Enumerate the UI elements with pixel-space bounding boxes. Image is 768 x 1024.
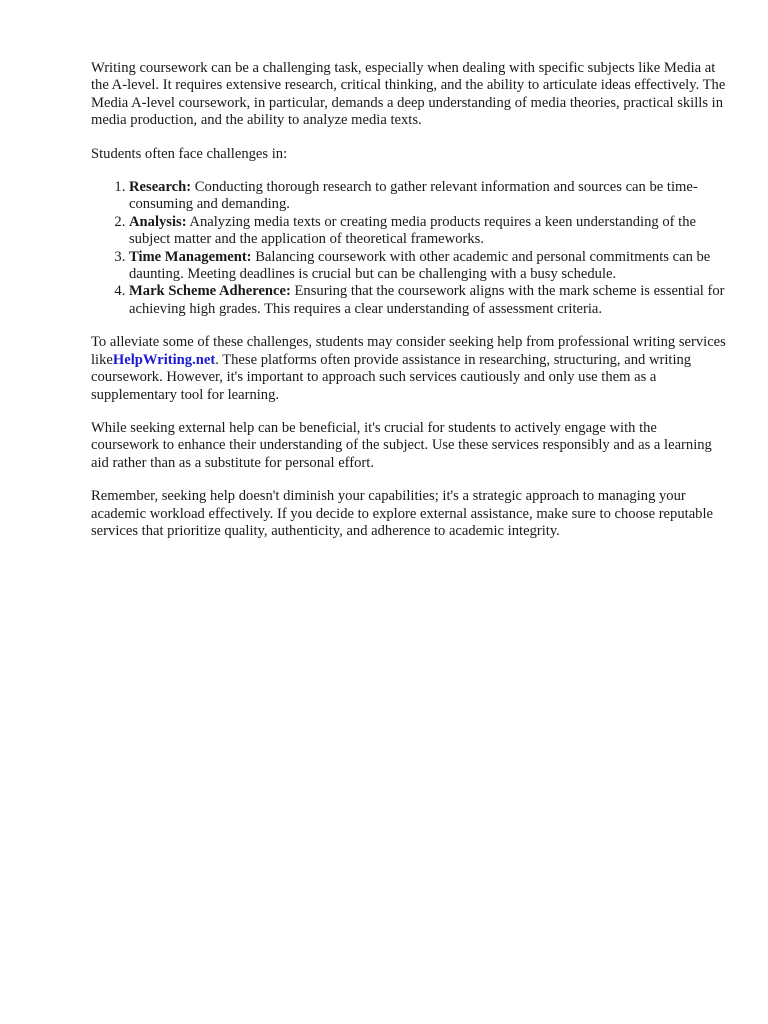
engage-paragraph: While seeking external help can be beneficial, it's crucial for students to actively engage with the coursework to enhance their understanding of the subject. Use these services responsibly and as a learning aid rather than as a substitute for personal effort. [91, 419, 712, 471]
list-item-text: Ensuring that the coursework aligns with the mark scheme is essential for achieving high grades. This requires a clear understanding of assessment criteria. [129, 283, 725, 317]
list-item-term: Mark Scheme Adherence: [129, 283, 291, 300]
list-item-text: Balancing coursework with other academic and personal commitments can be daunting. Meeting deadlines is crucial but can be challenging with a busy schedule. [129, 248, 711, 283]
list-item [129, 249, 727, 284]
document-body [91, 60, 727, 556]
helpwriting-link[interactable]: HelpWriting.net [112, 351, 216, 368]
services-paragraph [91, 334, 727, 404]
list-item [129, 179, 727, 214]
list-item-text: Conducting thorough research to gather relevant information and sources can be time-consuming and demanding. [129, 179, 698, 213]
challenges-list [91, 179, 727, 318]
intro-paragraph: Writing coursework can be a challenging task, especially when dealing with specific subjects like Media at the A-level. It requires extensive research, critical thinking, and the ability to articulate ideas effectively. The Media A-level coursework, in particular, demands a deep understanding of media theories, practical skills in media production, and the ability to analyze media texts. [91, 60, 726, 129]
list-item-term: Analysis: [129, 213, 187, 230]
services-text-after: . These platforms often provide assistance in researching, structuring, and writing coursework. However, it's important to approach such services cautiously and only use them as a supplementary tool for learning. [91, 351, 692, 403]
list-item-term: Research: [129, 179, 192, 196]
services-text-before: To alleviate some of these challenges, students may consider seeking help from professional writing services like [91, 334, 726, 368]
list-item [129, 283, 727, 318]
list-item-text: Analyzing media texts or creating media products requires a keen understanding of the subject matter and the application of theoretical frameworks. [129, 213, 696, 248]
list-item [129, 214, 727, 249]
challenges-lead: Students often face challenges in: [91, 145, 288, 162]
closing-paragraph: Remember, seeking help doesn't diminish your capabilities; it's a strategic approach to managing your academic workload effectively. If you decide to explore external assistance, make sure to choose reputable services that prioritize quality, authenticity, and adherence to academic integrity. [91, 488, 713, 539]
list-item-term: Time Management: [129, 248, 252, 265]
